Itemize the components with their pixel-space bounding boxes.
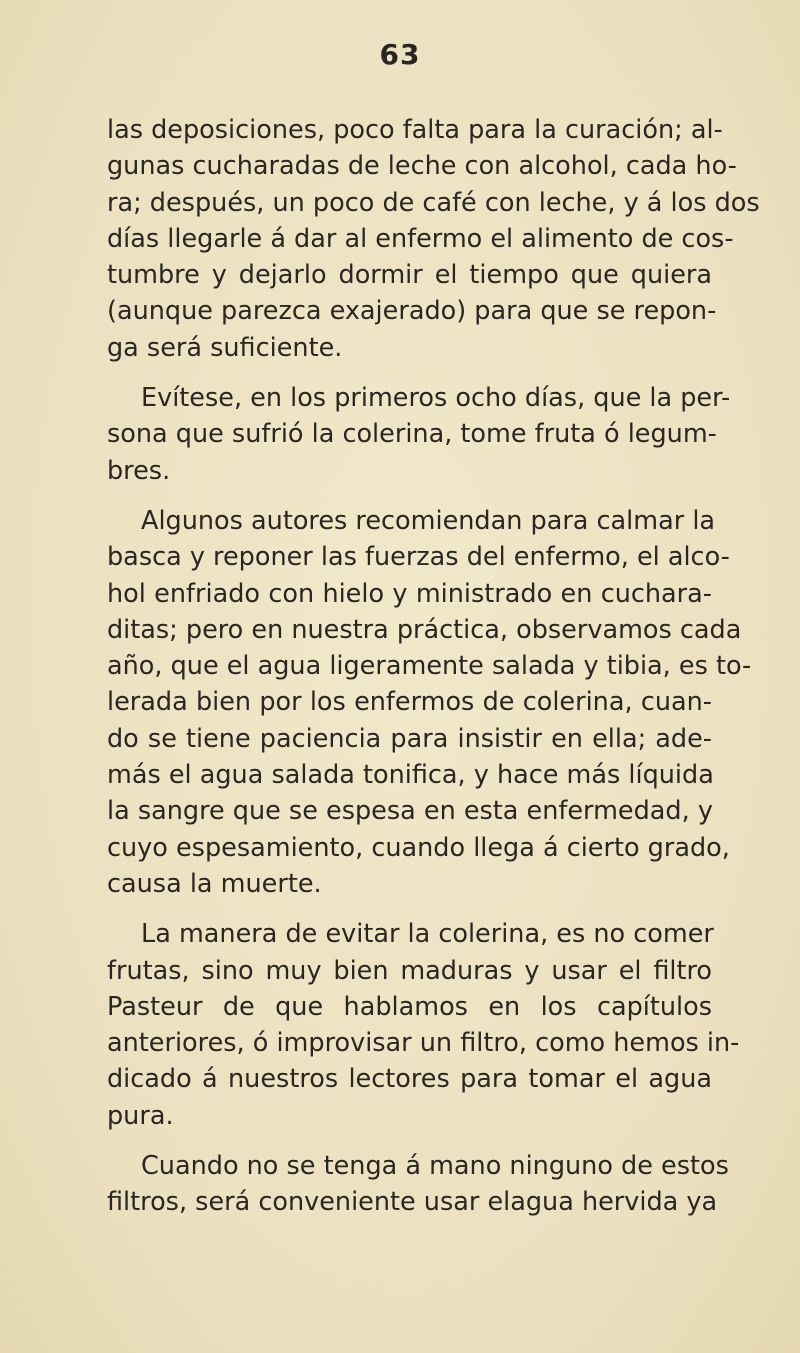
text-line: causa la muerte. xyxy=(107,868,322,899)
text-line: ga será suficiente. xyxy=(107,332,343,363)
text-line: cuyo espesamiento, cuando llega á cierto grado, xyxy=(107,832,730,863)
text-line: Evítese, en los primeros ocho días, que la per- xyxy=(141,383,731,414)
text-line: hol enfriado con hielo y ministrado en cuchara- xyxy=(107,578,712,609)
paragraph-4 xyxy=(107,916,740,1134)
text-line: pura. xyxy=(107,1100,174,1131)
text-line: Algunos autores recomiendan para calmar la xyxy=(141,505,716,536)
text-line: bres. xyxy=(107,455,171,486)
page-body xyxy=(107,112,760,1235)
text-line: lerada bien por los enfermos de colerina, cuan- xyxy=(107,687,712,718)
text-line: La manera de evitar la colerina, es no comer xyxy=(141,919,714,950)
text-line: ra; después, un poco de café con leche, y á los dos xyxy=(107,187,760,218)
text-line: (aunque parezca exajerado) para que se repon- xyxy=(107,296,717,327)
paragraph-1 xyxy=(107,112,760,366)
text-line: gunas cucharadas de leche con alcohol, cada ho- xyxy=(107,151,737,182)
text-line: Cuando no se tenga á mano ninguno de estos xyxy=(141,1151,729,1182)
text-line: año, que el agua ligeramente salada y tibia, es to- xyxy=(107,651,752,682)
text-line: basca y reponer las fuerzas del enfermo, el alco- xyxy=(107,542,730,573)
paragraph-5 xyxy=(107,1148,729,1221)
page-number: 63 xyxy=(379,38,421,71)
text-line: días llegarle á dar al enfermo el alimento de cos- xyxy=(107,223,734,254)
text-line: ditas; pero en nuestra práctica, observamos cada xyxy=(107,614,742,645)
text-line: Pasteur de que hablamos en los capítulos xyxy=(107,991,712,1022)
text-line: más el agua salada tonifica, y hace más líquida xyxy=(107,760,714,791)
text-line: sona que sufrió la colerina, tome fruta ó legum- xyxy=(107,419,717,450)
text-line: las deposiciones, poco falta para la curación; al- xyxy=(107,115,723,145)
text-line: frutas, sino muy bien maduras y usar el filtro xyxy=(107,955,712,986)
text-line: do se tiene paciencia para insistir en ella; ade- xyxy=(107,723,712,754)
text-line: la sangre que se espesa en esta enfermedad, y xyxy=(107,796,713,827)
text-line: dicado á nuestros lectores para tomar el agua xyxy=(107,1064,712,1095)
text-line: filtros, será conveniente usar elagua hervida ya xyxy=(107,1187,718,1218)
paragraph-2 xyxy=(107,380,731,489)
text-line: anteriores, ó improvisar un filtro, como hemos in- xyxy=(107,1028,740,1059)
text-line: tumbre y dejarlo dormir el tiempo que quiera xyxy=(107,260,712,291)
paragraph-3 xyxy=(107,503,752,902)
